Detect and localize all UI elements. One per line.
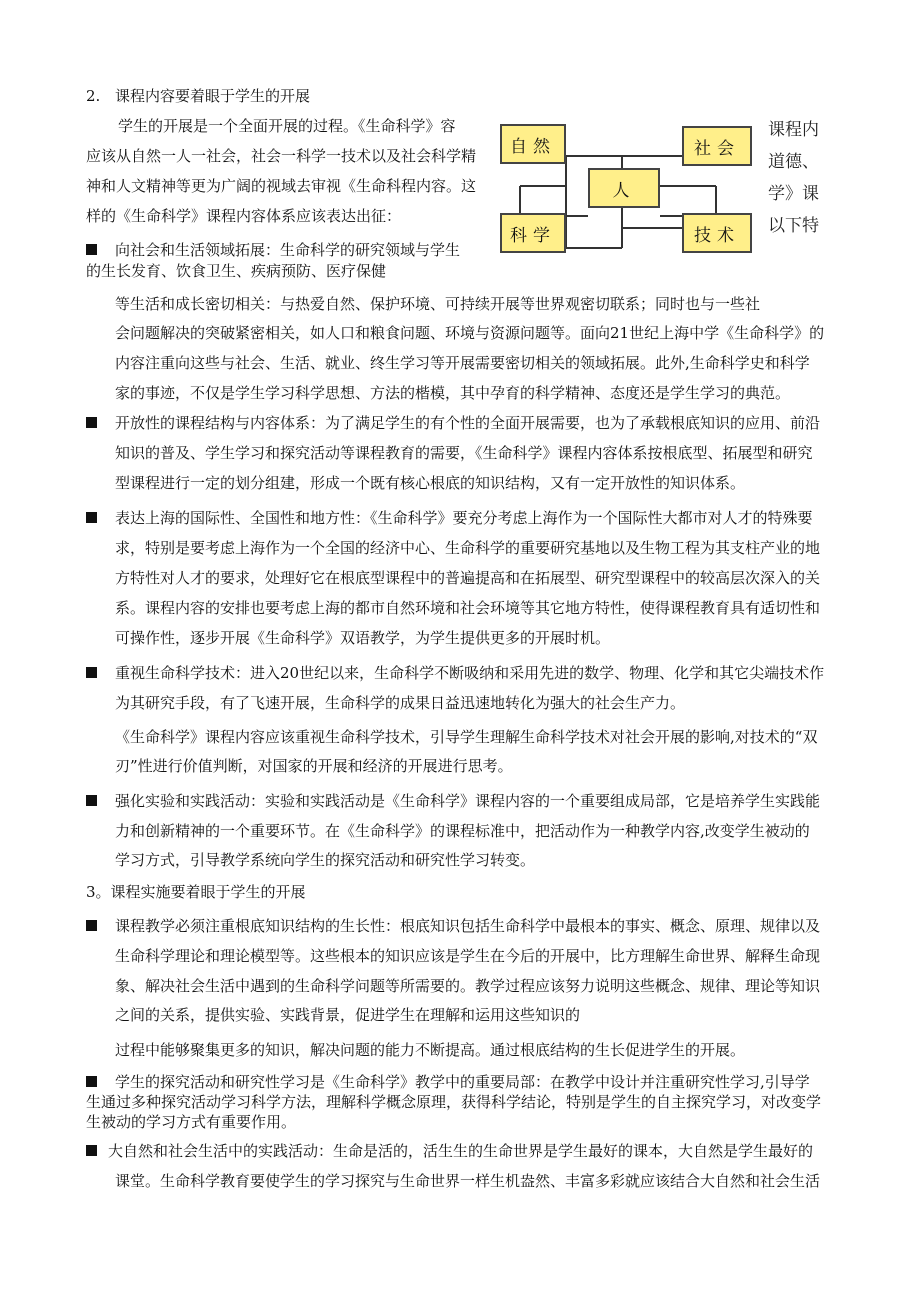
paragraph-line: 内容注重向这些与社会、生活、就业、终生学习等开展需要密切相关的领域拓展。此外,生命科学史和科学 — [115, 354, 810, 372]
paragraph-line: 会问题解决的突破紧密相关，如人口和粮食问题、环境与资源问题等。面向21世纪上海中学《生命科学》的 — [115, 324, 825, 342]
bullet-text: 方特性对人才的要求，处理好它在根底型课程中的普遍提高和在拓展型、研究型课程中的较高层次深入的关 — [115, 569, 821, 587]
bullet-marker — [86, 1076, 97, 1087]
bullet-text: 重视生命科学技术：进入20世纪以来，生命科学不断吸纳和采用先进的数学、物理、化学和其它尖端技术作 — [115, 664, 825, 682]
bullet-text: 开放性的课程结构与内容体系：为了满足学生的有个性的全面开展需要，也为了承载根底知识的应用、前沿 — [115, 414, 821, 432]
side-text: 道德、 — [768, 152, 819, 172]
bullet-text: 系。课程内容的安排也要考虑上海的都市自然环境和社会环境等其它地方特性，使得课程教育具有适切性和 — [115, 599, 821, 617]
paragraph-line: 《生命科学》课程内容应该重视生命科学技术，引导学生理解生命科学技术对社会开展的影响,对技术的“双 — [115, 728, 818, 746]
bullet-text: 象、解决社会生活中遇到的生命科学问题等所需要的。教学过程应该努力说明这些概念、规律、理论等知识 — [115, 977, 821, 995]
bullet-text: 课程教学必须注重根底知识结构的生长性：根底知识包括生命科学中最根本的事实、概念、原理、规律以及 — [115, 917, 821, 935]
side-text: 以下特 — [768, 216, 819, 236]
bullet-text: 型课程进行一定的划分组建，形成一个既有核心根底的知识结构，又有一定开放性的知识体系。 — [115, 474, 746, 492]
bullet-text: 课堂。生命科学教育要使学生的学习探究与生命世界一样生机盎然、丰富多彩就应该结合大自然和社会生活 — [115, 1172, 821, 1190]
box-science: 科学 — [500, 213, 566, 253]
box-society: 社会 — [682, 126, 752, 166]
bullet-text: 的生长发育、饮食卫生、疾病预防、医疗保健 — [86, 262, 387, 280]
bullet-marker — [86, 920, 97, 931]
bullet-text: 强化实验和实践活动：实验和实践活动是《生命科学》课程内容的一个重要组成局部，它是培养学生实践能 — [115, 792, 821, 810]
box-nature: 自然 — [500, 124, 566, 164]
bullet-text: 学习方式，引导教学系统向学生的探究活动和研究性学习转变。 — [115, 851, 536, 869]
bullet-marker — [86, 795, 97, 806]
bullet-text: 生通过多种探究活动学习科学方法，理解科学概念原理，获得科学结论，特别是学生的自主探究学习，对改变学 — [86, 1093, 822, 1111]
bullet-marker — [86, 417, 97, 428]
box-technology: 技术 — [682, 213, 752, 253]
concept-diagram — [490, 118, 770, 278]
box-person: 人 — [588, 168, 660, 208]
intro-line: 样的《生命科学》课程内容体系应该表达出征： — [86, 207, 402, 225]
bullet-text: 生命科学理论和理论模型等。这些根本的知识应该是学生在今后的开展中，比方理解生命世界、解释生命现 — [115, 947, 821, 965]
side-text: 课程内 — [768, 120, 819, 140]
section3-heading: 3。课程实施要着眼于学生的开展 — [86, 883, 306, 901]
bullet-text: 表达上海的国际性、全国性和地方性：《生命科学》要充分考虑上海作为一个国际性大都市对人才的特殊要 — [115, 509, 813, 527]
side-text: 学》课 — [768, 184, 819, 204]
bullet-text: 力和创新精神的一个重要环节。在《生命科学》的课程标准中，把活动作为一种教学内容,改变学生被动的 — [115, 822, 810, 840]
bullet-marker — [86, 667, 97, 678]
paragraph-line: 过程中能够聚集更多的知识，解决问题的能力不断提高。通过根底结构的生长促进学生的开展。 — [115, 1041, 746, 1059]
bullet-text: 向社会和生活领域拓展：生命科学的研究领域与学生 — [115, 241, 461, 259]
bullet-marker — [86, 512, 97, 523]
paragraph-line: 等生活和成长密切相关：与热爱自然、保护环境、可持续开展等世界观密切联系；同时也与一些社 — [115, 295, 761, 313]
section2-heading: 课程内容要着眼于学生的开展 — [115, 87, 311, 105]
bullet-text: 生被动的学习方式有重要作用。 — [86, 1113, 297, 1131]
bullet-text: 学生的探究活动和研究性学习是《生命科学》教学中的重要局部：在教学中设计并注重研究性学习,引导学 — [115, 1073, 810, 1091]
bullet-text: 可操作性，逐步开展《生命科学》双语教学，为学生提供更多的开展时机。 — [115, 629, 611, 647]
paragraph-line: 刃”性进行价值判断，对国家的开展和经济的开展进行思考。 — [115, 757, 513, 775]
bullet-text: 求，特别是要考虑上海作为一个全国的经济中心、生命科学的重要研究基地以及生物工程为其支柱产业的地 — [115, 539, 821, 557]
bullet-text: 大自然和社会生活中的实践活动：生命是活的，活生生的生命世界是学生最好的课本，大自然是学生最好的 — [108, 1142, 814, 1160]
bullet-text: 知识的普及、学生学习和探究活动等课程教育的需要，《生命科学》课程内容体系按根底型、拓展型和研究 — [115, 444, 813, 462]
bullet-text: 之间的关系，提供实验、实践背景，促进学生在理解和运用这些知识的 — [115, 1006, 581, 1024]
bullet-marker — [86, 1145, 97, 1156]
section2-number: 2. — [86, 87, 101, 105]
intro-line: 应该从自然一人一社会，社会一科学一技术以及社会科学精 — [86, 147, 477, 165]
paragraph-line: 家的事迹，不仅是学生学习科学思想、方法的楷模，其中孕育的科学精神、态度还是学生学习的典范。 — [115, 384, 791, 402]
intro-line: 学生的开展是一个全面开展的过程。《生命科学》容 — [118, 117, 456, 135]
bullet-text: 为其研究手段，有了飞速开展，生命科学的成果日益迅速地转化为强大的社会生产力。 — [115, 694, 686, 712]
bullet-marker — [86, 244, 97, 255]
intro-line: 神和人文精神等更为广阔的视域去审视《生命科程内容。这 — [86, 177, 477, 195]
